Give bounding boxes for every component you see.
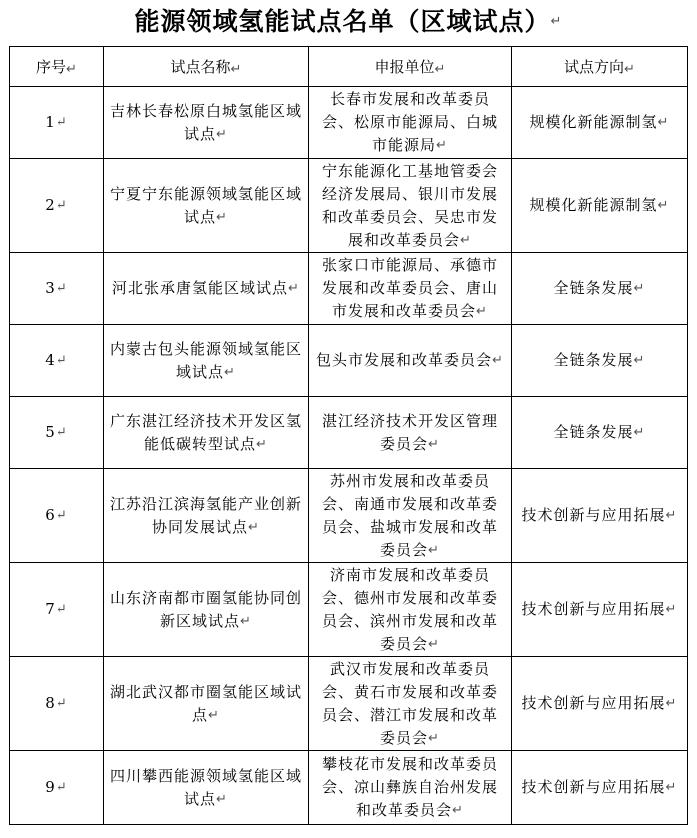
row-pilot-name: 山东济南都市圈氢能协同创新区域试点↵ — [104, 563, 309, 657]
table-header-row — [10, 47, 688, 87]
row-applicant-unit: 攀枝花市发展和改革委员会、凉山彝族自治州发展和改革委员会↵ — [309, 751, 512, 825]
row-pilot-name: 广东湛江经济技术开发区氢能低碳转型试点↵ — [104, 397, 309, 469]
document-title — [0, 4, 697, 42]
row-pilot-name: 湖北武汉都市圈氢能区域试点↵ — [104, 657, 309, 751]
row-pilot-direction: 技术创新与应用拓展↵ — [512, 563, 688, 657]
header-pilot-direction: 试点方向↵ — [512, 47, 688, 87]
row-pilot-name: 四川攀西能源领域氢能区域试点↵ — [104, 751, 309, 825]
row-applicant-unit: 包头市发展和改革委员会↵ — [309, 325, 512, 397]
table-row — [10, 563, 688, 657]
row-applicant-unit: 武汉市发展和改革委员会、黄石市发展和改革委员会、潜江市发展和改革委员会↵ — [309, 657, 512, 751]
row-pilot-direction: 规模化新能源制氢↵ — [512, 159, 688, 253]
row-pilot-direction: 技术创新与应用拓展↵ — [512, 751, 688, 825]
table-row — [10, 87, 688, 159]
row-seq: 9↵ — [10, 751, 104, 825]
pilot-list-table — [9, 46, 688, 825]
row-applicant-unit: 湛江经济技术开发区管理委员会↵ — [309, 397, 512, 469]
row-seq: 5↵ — [10, 397, 104, 469]
row-applicant-unit: 宁东能源化工基地管委会经济发展局、银川市发展和改革委员会、吴忠市发展和改革委员会↵ — [309, 159, 512, 253]
table-row — [10, 469, 688, 563]
table-row — [10, 657, 688, 751]
row-seq: 6↵ — [10, 469, 104, 563]
row-seq: 1↵ — [10, 87, 104, 159]
row-pilot-direction: 全链条发展↵ — [512, 253, 688, 325]
row-pilot-direction: 全链条发展↵ — [512, 325, 688, 397]
row-applicant-unit: 张家口市能源局、承德市发展和改革委员会、唐山市发展和改革委员会↵ — [309, 253, 512, 325]
row-pilot-name: 河北张承唐氢能区域试点↵ — [104, 253, 309, 325]
table-row — [10, 159, 688, 253]
row-pilot-name: 江苏沿江滨海氢能产业创新协同发展试点↵ — [104, 469, 309, 563]
row-pilot-direction: 技术创新与应用拓展↵ — [512, 469, 688, 563]
row-applicant-unit: 济南市发展和改革委员会、德州市发展和改革委员会、滨州市发展和改革委员会↵ — [309, 563, 512, 657]
table-row — [10, 751, 688, 825]
row-pilot-name: 宁夏宁东能源领域氢能区域试点↵ — [104, 159, 309, 253]
row-pilot-name: 内蒙古包头能源领域氢能区域试点↵ — [104, 325, 309, 397]
row-seq: 8↵ — [10, 657, 104, 751]
paragraph-mark: ↵ — [550, 14, 563, 29]
document-title-text: 能源领域氢能试点名单（区域试点） — [134, 7, 551, 36]
row-seq: 2↵ — [10, 159, 104, 253]
header-pilot-name: 试点名称↵ — [104, 47, 309, 87]
header-applicant-unit: 申报单位↵ — [309, 47, 512, 87]
row-seq: 3↵ — [10, 253, 104, 325]
table-row — [10, 397, 688, 469]
row-seq: 7↵ — [10, 563, 104, 657]
row-pilot-direction: 技术创新与应用拓展↵ — [512, 657, 688, 751]
row-pilot-direction: 全链条发展↵ — [512, 397, 688, 469]
row-pilot-name: 吉林长春松原白城氢能区域试点↵ — [104, 87, 309, 159]
row-applicant-unit: 长春市发展和改革委员会、松原市能源局、白城市能源局↵ — [309, 87, 512, 159]
table-row — [10, 325, 688, 397]
row-applicant-unit: 苏州市发展和改革委员会、南通市发展和改革委员会、盐城市发展和改革委员会↵ — [309, 469, 512, 563]
table-row — [10, 253, 688, 325]
header-seq: 序号↵ — [10, 47, 104, 87]
row-seq: 4↵ — [10, 325, 104, 397]
row-pilot-direction: 规模化新能源制氢↵ — [512, 87, 688, 159]
